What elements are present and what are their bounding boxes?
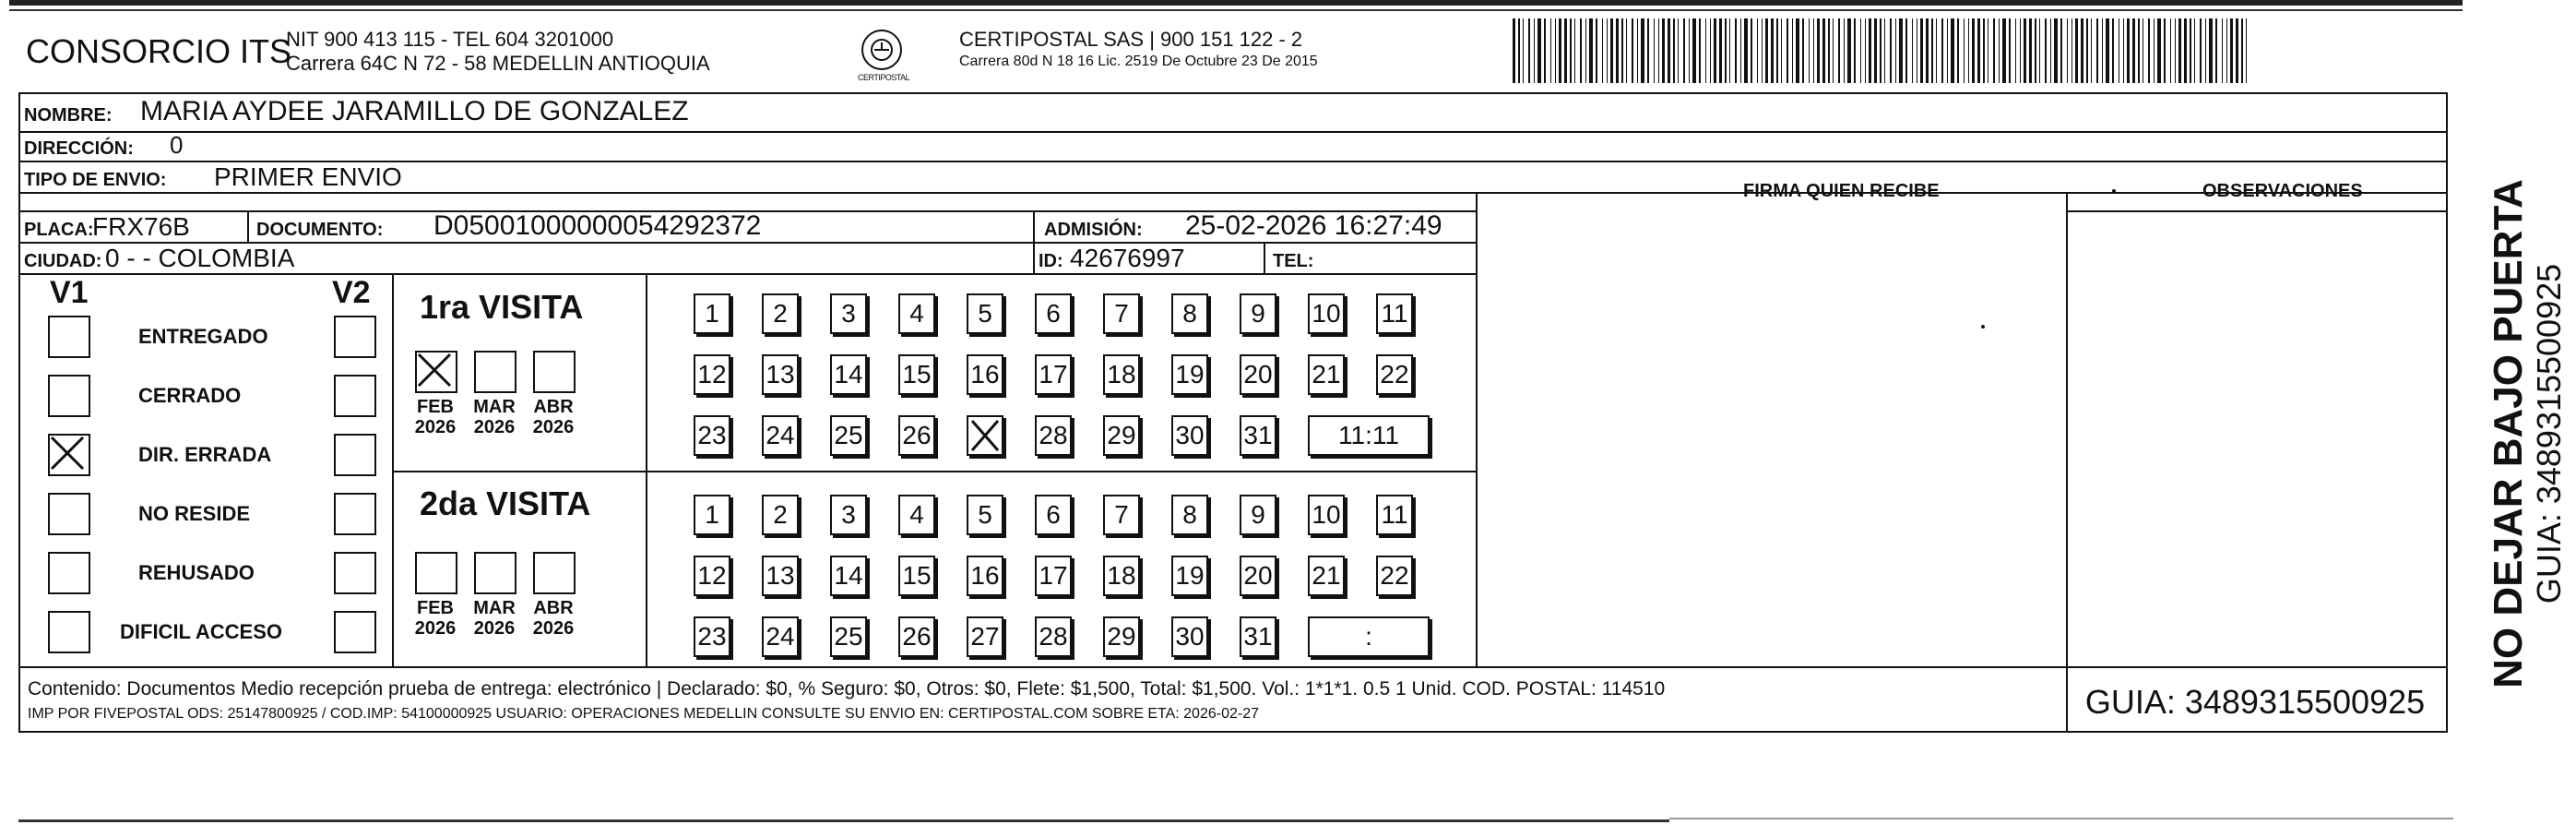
day-box[interactable]: 19 — [1171, 354, 1208, 395]
logo-text: CERTIPOSTAL — [858, 73, 910, 82]
day-box[interactable]: 26 — [898, 415, 935, 456]
v1-header: V1 — [50, 275, 89, 310]
option-label: REHUSADO — [138, 561, 255, 584]
day-box[interactable]: 11 — [1376, 495, 1413, 535]
month-label: MAR 2026 — [473, 397, 516, 437]
day-box[interactable]: 3 — [830, 293, 867, 334]
day-box[interactable]: 2 — [762, 495, 799, 535]
divider — [2066, 666, 2068, 731]
option-label: DIFICIL ACCESO — [120, 620, 283, 643]
v1-checkbox[interactable] — [48, 316, 90, 358]
footer-guia: GUIA: 3489315500925 — [2084, 683, 2426, 721]
day-box[interactable]: 13 — [762, 354, 799, 395]
side-guia: GUIA: 3489315500925 — [2530, 263, 2568, 604]
option-label: ENTREGADO — [138, 325, 268, 348]
certipostal-info: CERTIPOSTAL SAS | 900 151 122 - 2 — [959, 28, 1303, 51]
v1-checkbox[interactable] — [48, 611, 90, 653]
day-box[interactable]: 21 — [1308, 354, 1345, 395]
day-box[interactable]: 4 — [898, 495, 935, 535]
v1-checkbox[interactable] — [48, 552, 90, 594]
day-box[interactable]: 10 — [1308, 495, 1345, 535]
month-label: FEB 2026 — [414, 397, 457, 437]
bottom-border-line-thin — [1669, 818, 2453, 819]
day-box[interactable]: 20 — [1240, 556, 1276, 596]
day-box[interactable]: 31 — [1240, 415, 1276, 456]
day-box[interactable]: 28 — [1035, 415, 1072, 456]
day-box[interactable]: 7 — [1103, 495, 1140, 535]
nombre-label: NOMBRE: — [24, 105, 113, 126]
divider — [18, 192, 2448, 194]
tel-label: TEL: — [1273, 251, 1314, 271]
v2-checkbox[interactable] — [334, 375, 376, 417]
day-box[interactable]: 4 — [898, 293, 935, 334]
v2-checkbox[interactable] — [334, 611, 376, 653]
day-box[interactable]: 9 — [1240, 293, 1276, 334]
day-box[interactable]: 29 — [1103, 616, 1140, 657]
day-box[interactable]: 6 — [1035, 293, 1072, 334]
day-box[interactable]: 5 — [967, 293, 1003, 334]
no-dejar-bajo-puerta: NO DEJAR BAJO PUERTA — [2486, 179, 2531, 688]
day-box[interactable]: 9 — [1240, 495, 1276, 535]
certipostal-license: Carrera 80d N 18 16 Lic. 2519 De Octubre 23 De 2015 — [959, 54, 1318, 69]
mark-dot — [1981, 325, 1985, 329]
day-box[interactable]: 14 — [830, 354, 867, 395]
day-box[interactable]: 31 — [1240, 616, 1276, 657]
day-box[interactable]: 8 — [1171, 495, 1208, 535]
option-label: CERRADO — [138, 384, 242, 407]
month-checkbox[interactable] — [415, 552, 457, 594]
tipo-envio-value: PRIMER ENVIO — [214, 162, 402, 191]
time-box[interactable]: 11:11 — [1308, 415, 1430, 456]
day-box[interactable]: 1 — [694, 293, 730, 334]
company-address: Carrera 64C N 72 - 58 MEDELLIN ANTIOQUIA — [286, 52, 710, 75]
day-box[interactable]: 2 — [762, 293, 799, 334]
day-box[interactable]: 6 — [1035, 495, 1072, 535]
v1-checkbox[interactable] — [48, 493, 90, 535]
footer-impresion: IMP POR FIVEPOSTAL ODS: 25147800925 / COD.IMP: 54100000925 USUARIO: OPERACIONES MEDELLIN CONSULTE SU ENVIO EN: CERTIPOSTAL.COM SOBRE ETA: 2026-02-27 — [28, 706, 1259, 722]
day-box[interactable]: 12 — [694, 354, 730, 395]
day-box[interactable]: 15 — [898, 354, 935, 395]
documento-label: DOCUMENTO: — [256, 220, 384, 240]
v2-checkbox[interactable] — [334, 316, 376, 358]
admision-value: 25-02-2026 16:27:49 — [1185, 210, 1442, 241]
month-label: MAR 2026 — [473, 598, 516, 639]
id-value: 42676997 — [1070, 244, 1185, 272]
tipo-envio-label: TIPO DE ENVIO: — [24, 170, 167, 190]
divider — [1476, 192, 1478, 666]
brand-name: CONSORCIO ITS — [26, 32, 292, 70]
time-box[interactable]: : — [1308, 616, 1430, 657]
direccion-label: DIRECCIÓN: — [24, 138, 134, 159]
documento-value: D05001000000054292372 — [433, 210, 762, 241]
day-box[interactable]: 25 — [830, 415, 867, 456]
day-box[interactable]: 23 — [694, 616, 730, 657]
day-box[interactable]: 18 — [1103, 354, 1140, 395]
day-box[interactable]: 17 — [1035, 354, 1072, 395]
placa-label: PLACA: — [24, 220, 94, 240]
day-box[interactable]: 21 — [1308, 556, 1345, 596]
nombre-value: MARIA AYDEE JARAMILLO DE GONZALEZ — [140, 96, 689, 126]
v1-checkbox[interactable] — [48, 434, 90, 476]
divider — [2066, 192, 2068, 666]
divider — [1033, 210, 1035, 273]
divider — [646, 273, 647, 666]
day-box[interactable]: 3 — [830, 495, 867, 535]
divider — [18, 666, 2448, 668]
month-checkbox[interactable] — [415, 351, 457, 393]
day-box[interactable]: 17 — [1035, 556, 1072, 596]
divider — [18, 273, 1476, 275]
day-box[interactable]: 11 — [1376, 293, 1413, 334]
placa-value: FRX76B — [92, 212, 190, 241]
divider — [247, 210, 249, 242]
barcode — [1513, 18, 2250, 83]
id-label: ID: — [1039, 251, 1063, 271]
v2-checkbox[interactable] — [334, 552, 376, 594]
day-box[interactable]: 27 — [967, 616, 1003, 657]
admision-label: ADMISIÓN: — [1044, 220, 1143, 240]
day-box[interactable]: 16 — [967, 556, 1003, 596]
day-box[interactable]: 15 — [898, 556, 935, 596]
day-box[interactable]: 20 — [1240, 354, 1276, 395]
month-checkbox[interactable] — [474, 351, 516, 393]
day-box[interactable]: 23 — [694, 415, 730, 456]
day-box[interactable]: 10 — [1308, 293, 1345, 334]
v2-checkbox[interactable] — [334, 493, 376, 535]
month-checkbox[interactable] — [474, 552, 516, 594]
second-visit-title: 2da VISITA — [420, 484, 591, 522]
v2-checkbox[interactable] — [334, 434, 376, 476]
ciudad-value: 0 - - COLOMBIA — [105, 244, 295, 272]
divider — [18, 131, 2448, 133]
observaciones-header: OBSERVACIONES — [2202, 181, 2363, 201]
bottom-border-line — [18, 819, 1669, 822]
day-box[interactable]: 30 — [1171, 415, 1208, 456]
day-box[interactable]: 7 — [1103, 293, 1140, 334]
top-border-line — [9, 0, 2463, 6]
day-box[interactable]: 5 — [967, 495, 1003, 535]
day-box[interactable]: 8 — [1171, 293, 1208, 334]
v1-checkbox[interactable] — [48, 375, 90, 417]
day-box[interactable]: 16 — [967, 354, 1003, 395]
day-box[interactable]: 24 — [762, 616, 799, 657]
day-box[interactable]: 22 — [1376, 354, 1413, 395]
day-box[interactable]: 28 — [1035, 616, 1072, 657]
day-box[interactable]: 19 — [1171, 556, 1208, 596]
day-box[interactable]: 18 — [1103, 556, 1140, 596]
day-box[interactable]: 12 — [694, 556, 730, 596]
month-label: ABR 2026 — [532, 598, 575, 639]
certipostal-logo — [858, 30, 910, 87]
divider — [1264, 242, 1265, 273]
option-label: NO RESIDE — [138, 502, 251, 525]
day-box[interactable]: 29 — [1103, 415, 1140, 456]
firma-header: FIRMA QUIEN RECIBE — [1743, 181, 1940, 201]
day-box[interactable]: 26 — [898, 616, 935, 657]
month-checkbox[interactable] — [533, 351, 576, 393]
month-checkbox[interactable] — [533, 552, 576, 594]
divider — [392, 471, 1476, 472]
day-box[interactable]: 1 — [694, 495, 730, 535]
day-box[interactable]: 13 — [762, 556, 799, 596]
month-label: ABR 2026 — [532, 397, 575, 437]
day-box[interactable]: 14 — [830, 556, 867, 596]
day-box[interactable]: 25 — [830, 616, 867, 657]
option-label: DIR. ERRADA — [138, 443, 272, 466]
direccion-value: 0 — [170, 131, 184, 159]
divider — [392, 273, 394, 666]
top-border-line-thin — [9, 9, 2463, 11]
side-notice — [2487, 179, 2568, 688]
month-label: FEB 2026 — [414, 598, 457, 639]
day-box[interactable] — [967, 415, 1003, 456]
logo-mark-icon — [861, 30, 902, 70]
company-nit: NIT 900 413 115 - TEL 604 3201000 — [286, 28, 614, 51]
ciudad-label: CIUDAD: — [24, 251, 102, 271]
day-box[interactable]: 24 — [762, 415, 799, 456]
divider — [2066, 210, 2448, 212]
day-box[interactable]: 22 — [1376, 556, 1413, 596]
footer-contenido: Contenido: Documentos Medio recepción prueba de entrega: electrónico | Declarado: $0, % Seguro: $0, Otros: $0, Flete: $1,500, Total: $1,500. Vol.: 1*1*1. 0.5 1 Unid. COD. POSTAL: 114510 — [28, 678, 1666, 699]
mark-dot — [2112, 189, 2116, 193]
v2-header: V2 — [332, 275, 371, 310]
company-info — [286, 28, 710, 76]
day-box[interactable]: 30 — [1171, 616, 1208, 657]
first-visit-title: 1ra VISITA — [420, 288, 584, 326]
